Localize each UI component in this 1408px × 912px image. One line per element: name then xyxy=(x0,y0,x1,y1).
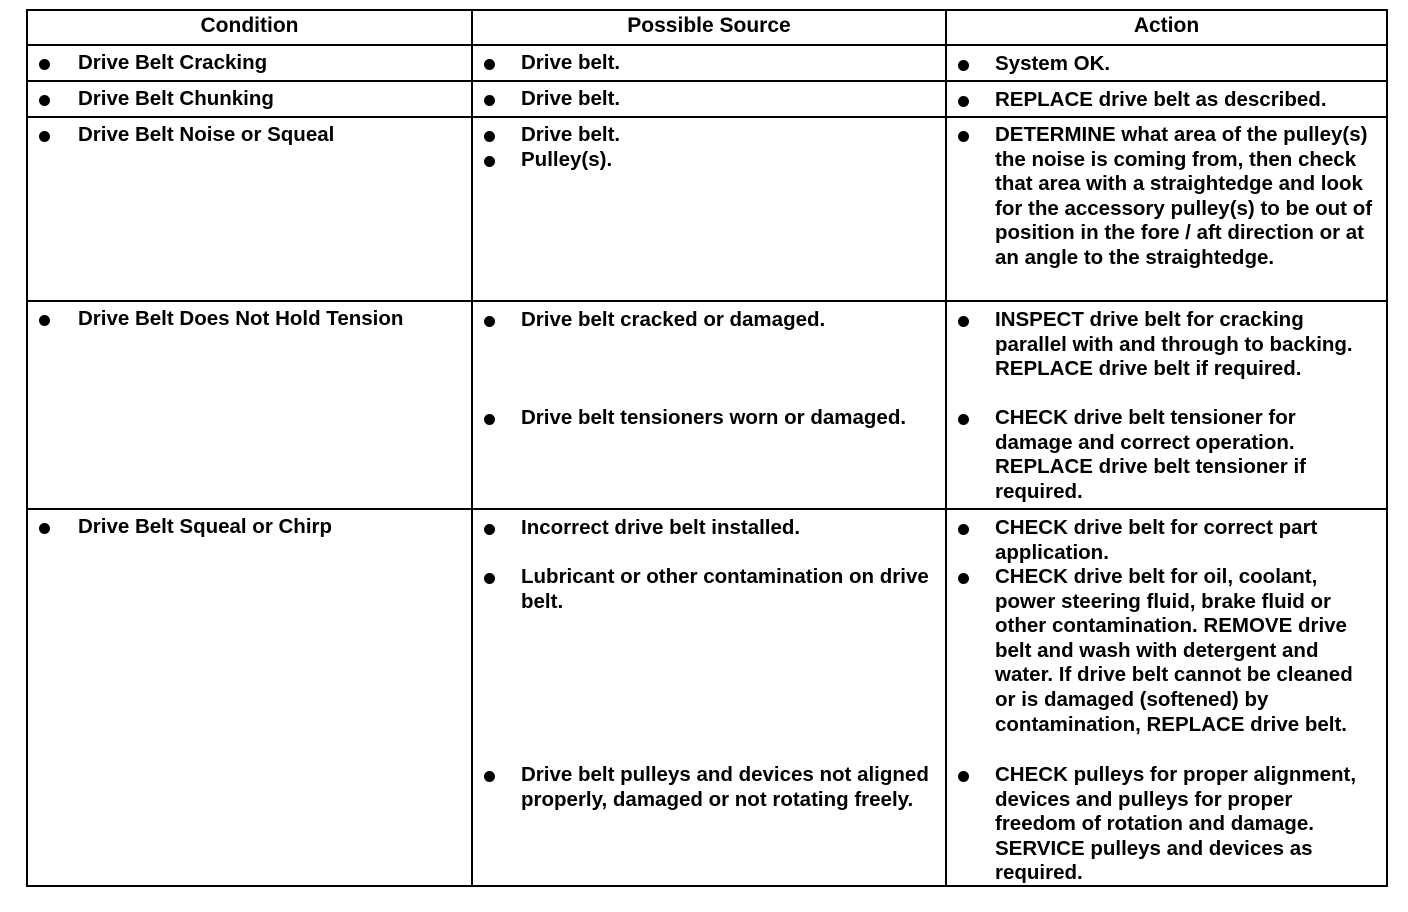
action-cell xyxy=(945,82,1386,116)
list-item: DETERMINE what area of the pulley(s) the noise is coming from, then check that area with a straightedge and look for the accessory pulley(s) to be out of position in the fore / aft direction or at an angle to the straightedge. xyxy=(947,123,1386,271)
list-item: CHECK drive belt tensioner for damage and correct operation. REPLACE drive belt tensioner if required. xyxy=(947,406,1386,504)
table-row xyxy=(28,116,1386,300)
bullet-icon xyxy=(484,59,495,70)
bullet-icon xyxy=(958,131,969,142)
condition-cell xyxy=(28,46,471,80)
table-row xyxy=(28,508,1386,885)
list-item: Lubricant or other contamination on drive belt. xyxy=(473,565,945,614)
bullet-icon xyxy=(958,60,969,71)
list-item: Incorrect drive belt installed. xyxy=(473,516,945,541)
table-row xyxy=(28,44,1386,80)
list-item: Drive Belt Does Not Hold Tension xyxy=(28,307,471,332)
table-row xyxy=(28,80,1386,116)
header-row xyxy=(28,11,1386,44)
bullet-icon xyxy=(958,414,969,425)
bullet-icon xyxy=(484,414,495,425)
condition-cell xyxy=(28,118,471,300)
list-item: Drive belt. xyxy=(473,87,945,112)
source-cell xyxy=(471,510,945,885)
bullet-icon xyxy=(484,316,495,327)
bullet-icon xyxy=(958,524,969,535)
list-item: CHECK drive belt for oil, coolant, power steering fluid, brake fluid or other contamination. REMOVE drive belt and wash with detergent and water. If drive belt cannot be cleaned or is damaged (softened) by contamination, REPLACE drive belt. xyxy=(947,565,1386,737)
source-cell xyxy=(471,82,945,116)
list-item: Drive belt. xyxy=(473,51,945,76)
bullet-icon xyxy=(958,96,969,107)
list-item: REPLACE drive belt as described. xyxy=(947,88,1386,113)
action-cell xyxy=(945,46,1386,80)
list-item: Drive Belt Chunking xyxy=(28,87,471,112)
action-cell xyxy=(945,510,1386,885)
list-item: Drive Belt Squeal or Chirp xyxy=(28,515,471,540)
list-item: INSPECT drive belt for cracking parallel with and through to backing. REPLACE drive belt if required. xyxy=(947,308,1386,382)
header-condition: Condition xyxy=(200,14,299,37)
list-item: CHECK drive belt for correct part application. xyxy=(947,516,1386,565)
condition-cell xyxy=(28,302,471,508)
bullet-icon xyxy=(484,771,495,782)
bullet-icon xyxy=(484,131,495,142)
bullet-icon xyxy=(958,573,969,584)
bullet-icon xyxy=(484,524,495,535)
bullet-icon xyxy=(39,59,50,70)
list-item: Drive Belt Noise or Squeal xyxy=(28,123,471,148)
source-cell xyxy=(471,118,945,300)
header-possible-source: Possible Source xyxy=(471,11,945,44)
bullet-icon xyxy=(958,316,969,327)
bullet-icon xyxy=(484,573,495,584)
list-item: System OK. xyxy=(947,52,1386,77)
bullet-icon xyxy=(484,95,495,106)
bullet-icon xyxy=(39,131,50,142)
action-cell xyxy=(945,118,1386,300)
action-cell xyxy=(945,302,1386,508)
condition-cell xyxy=(28,82,471,116)
bullet-icon xyxy=(39,95,50,106)
diagnosis-table xyxy=(26,9,1388,887)
list-item: Drive belt tensioners worn or damaged. xyxy=(473,406,945,431)
table-row xyxy=(28,300,1386,508)
bullet-icon xyxy=(39,523,50,534)
source-cell xyxy=(471,302,945,508)
list-item: Drive Belt Cracking xyxy=(28,51,471,76)
list-item: Pulley(s). xyxy=(473,148,945,173)
list-item: Drive belt cracked or damaged. xyxy=(473,308,945,333)
bullet-icon xyxy=(39,315,50,326)
list-item: CHECK pulleys for proper alignment, devices and pulleys for proper freedom of rotation and damage. SERVICE pulleys and devices as required. xyxy=(947,763,1386,886)
header-action: Action xyxy=(945,11,1386,44)
list-item: Drive belt. xyxy=(473,123,945,148)
list-item: Drive belt pulleys and devices not aligned properly, damaged or not rotating freely. xyxy=(473,763,945,812)
bullet-icon xyxy=(958,771,969,782)
condition-cell xyxy=(28,510,471,885)
source-cell xyxy=(471,46,945,80)
bullet-icon xyxy=(484,156,495,167)
